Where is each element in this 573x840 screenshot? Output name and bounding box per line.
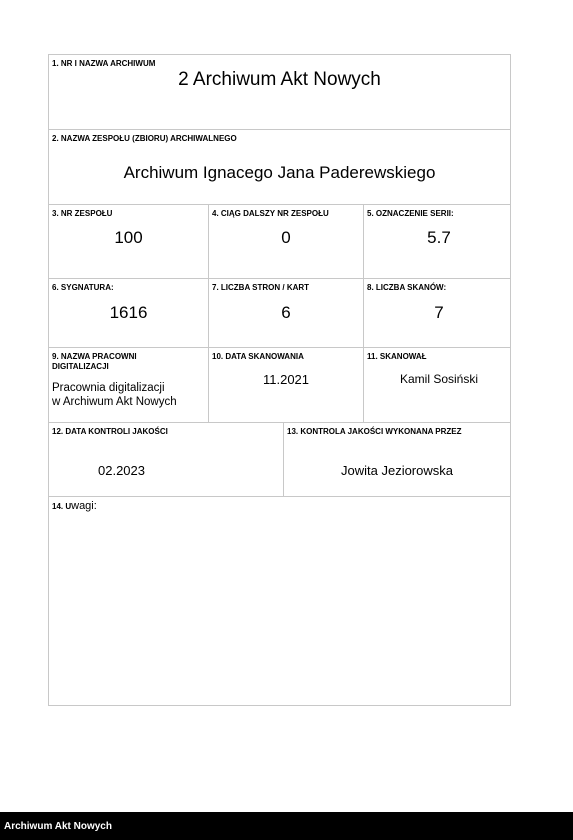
digitization-lab-label bbox=[52, 352, 137, 372]
fonds-name-label: 2. NAZWA ZESPOŁU (ZBIORU) ARCHIWALNEGO bbox=[52, 134, 237, 143]
qc-by-cell bbox=[284, 423, 510, 497]
fonds-continuation-cell bbox=[209, 205, 364, 279]
footer-bar bbox=[0, 812, 573, 840]
fonds-number-cell bbox=[49, 205, 209, 279]
signature-value: 1616 bbox=[109, 303, 148, 322]
fonds-name-cell bbox=[49, 130, 510, 205]
remarks-label-rest: wagi: bbox=[71, 500, 97, 512]
fonds-continuation-label: 4. CIĄG DALSZY NR ZESPOŁU bbox=[212, 209, 329, 218]
scans-count-value: 7 bbox=[434, 303, 444, 322]
fonds-continuation-value: 0 bbox=[281, 228, 291, 247]
digitization-lab-value-line2: w Archiwum Akt Nowych bbox=[52, 396, 177, 408]
series-value: 5.7 bbox=[427, 228, 451, 247]
archive-name-cell bbox=[49, 55, 510, 130]
scanned-by-cell bbox=[364, 348, 510, 423]
archive-name-label: 1. NR I NAZWA ARCHIWUM bbox=[52, 59, 156, 68]
pages-count-value: 6 bbox=[281, 303, 291, 322]
scan-date-value: 11.2021 bbox=[262, 372, 310, 387]
qc-by-label: 13. KONTROLA JAKOŚCI WYKONANA PRZEZ bbox=[287, 427, 462, 436]
scanned-by-value: Kamil Sosiński bbox=[399, 372, 479, 386]
series-label: 5. OZNACZENIE SERII: bbox=[367, 209, 454, 218]
remarks-label-prefix: 14. U bbox=[52, 502, 72, 511]
digitization-lab-label-line1: 9. NAZWA PRACOWNI bbox=[52, 352, 137, 361]
scan-date-label: 10. DATA SKANOWANIA bbox=[212, 352, 304, 361]
fonds-number-value: 100 bbox=[114, 228, 143, 247]
digitization-lab-value bbox=[52, 381, 177, 409]
digitization-lab-cell bbox=[49, 348, 209, 423]
pages-count-cell bbox=[209, 279, 364, 348]
scanned-by-label: 11. SKANOWAŁ bbox=[367, 352, 427, 361]
signature-cell bbox=[49, 279, 209, 348]
scans-count-cell bbox=[364, 279, 510, 348]
metadata-card bbox=[48, 54, 511, 706]
pages-count-label: 7. LICZBA STRON / KART bbox=[212, 283, 310, 292]
fonds-name-value: Archiwum Ignacego Jana Paderewskiego bbox=[123, 163, 436, 182]
remarks-label bbox=[52, 501, 97, 512]
remarks-cell bbox=[49, 497, 510, 705]
digitization-lab-value-line1: Pracownia digitalizacji bbox=[52, 382, 165, 394]
signature-label: 6. SYGNATURA: bbox=[52, 283, 114, 292]
qc-date-value: 02.2023 bbox=[98, 463, 145, 478]
archive-name-value: 2 Archiwum Akt Nowych bbox=[178, 69, 381, 90]
qc-by-value: Jowita Jeziorowska bbox=[341, 463, 453, 478]
qc-date-label: 12. DATA KONTROLI JAKOŚCI bbox=[52, 427, 168, 436]
digitization-lab-label-line2: DIGITALIZACJI bbox=[52, 362, 109, 371]
series-cell bbox=[364, 205, 510, 279]
scan-date-cell bbox=[209, 348, 364, 423]
qc-date-cell bbox=[49, 423, 284, 497]
scans-count-label: 8. LICZBA SKANÓW: bbox=[367, 283, 447, 292]
footer-text: Archiwum Akt Nowych bbox=[4, 821, 112, 832]
fonds-number-label: 3. NR ZESPOŁU bbox=[52, 209, 113, 218]
